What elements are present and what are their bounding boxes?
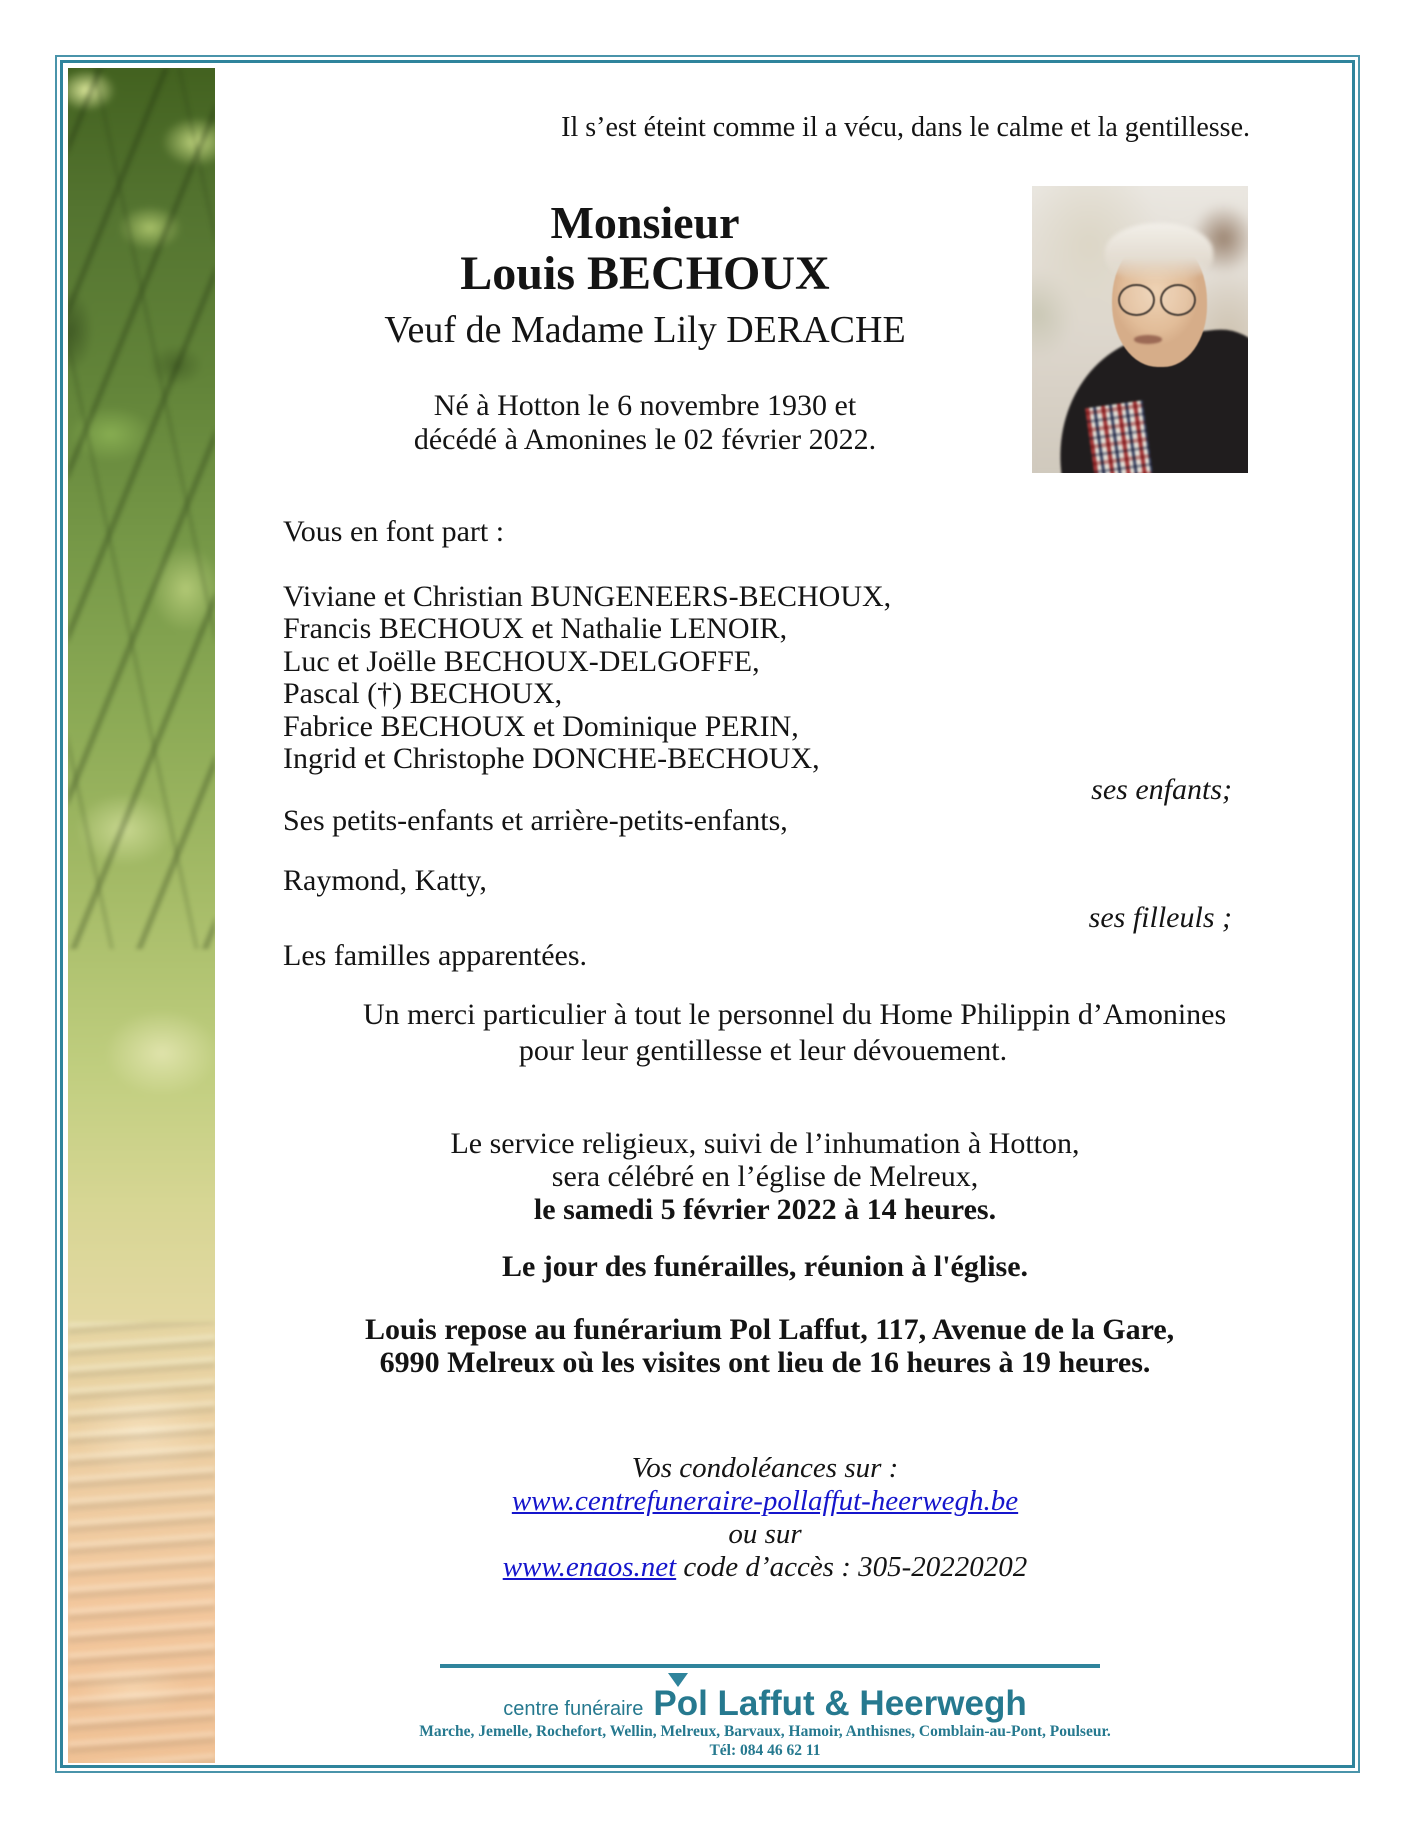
condolences-or-label: ou sur: [728, 1518, 802, 1550]
photo-mouth: [1134, 335, 1162, 344]
footer-locations: Marche, Jemelle, Rochefort, Wellin, Melreux, Barvaux, Hamoir, Anthisnes, Comblain-au-Pont, Poulseur.: [419, 1723, 1111, 1740]
photo-plaid-shirt: [1085, 400, 1153, 473]
condolences-block: [365, 1452, 1165, 1584]
enaos-website-link[interactable]: www.enaos.net: [502, 1551, 677, 1583]
brand-name: Pol Laffut & Heerwegh: [653, 1684, 1027, 1723]
funeral-home-website-link[interactable]: www.centrefuneraire-pollaffut-heerwegh.be: [511, 1485, 1019, 1517]
photo-glasses-right-lens: [1160, 284, 1197, 317]
funeral-meeting-line: Le jour des funérailles, réunion à l'église.: [501, 1250, 1029, 1283]
death-line: décédé à Amonines le 02 février 2022.: [413, 423, 877, 456]
list-item: Ingrid et Christophe DONCHE-BECHOUX,: [283, 742, 820, 776]
list-item: Francis BECHOUX et Nathalie LENOIR,: [283, 612, 788, 646]
sunlit-path-art: [68, 1322, 215, 1763]
list-item: Pascal (†) BECHOUX,: [283, 677, 563, 711]
announcement-label: Vous en font part :: [283, 515, 505, 548]
thanks-paragraph: [363, 997, 1227, 1069]
access-code: code d’accès : 305-20220202: [683, 1551, 1028, 1583]
funeral-home-logo: [365, 1684, 1165, 1724]
brand-prefix: centre funéraire: [503, 1698, 644, 1720]
footer-divider-rule: [440, 1664, 1100, 1668]
title-monsieur: Monsieur: [550, 197, 740, 248]
deceased-portrait-photo: [1032, 186, 1248, 473]
forest-branches-art: [68, 68, 215, 949]
footer-phone: Tél: 084 46 62 11: [709, 1742, 821, 1759]
repose-line-1: Louis repose au funérarium Pol Laffut, 117, Avenue de la Gare,: [365, 1313, 1175, 1346]
widower-line: Veuf de Madame Lily DERACHE: [384, 309, 906, 351]
condolences-intro: Vos condoléances sur :: [631, 1452, 899, 1484]
repose-line-2: 6990 Melreux où les visites ont lieu de 16 heures à 19 heures.: [379, 1346, 1151, 1379]
photo-glasses: [1118, 284, 1196, 313]
list-item: Viviane et Christian BUNGENEERS-BECHOUX,: [283, 580, 892, 613]
service-line-1: Le service religieux, suivi de l’inhumation à Hotton,: [450, 1127, 1080, 1160]
service-datetime: le samedi 5 février 2022 à 14 heures.: [533, 1193, 997, 1226]
godchildren-role-label: ses filleuls ;: [1088, 901, 1232, 934]
thanks-line-1: Un merci particulier à tout le personnel du Home Philippin d’Amonines: [363, 998, 1227, 1031]
children-list: [283, 581, 891, 775]
birth-line: Né à Hotton le 6 novembre 1930 et: [433, 389, 857, 422]
birth-death-dates: [245, 389, 1045, 457]
godchildren-names: Raymond, Katty,: [283, 864, 487, 897]
children-role-label: ses enfants;: [1091, 773, 1232, 806]
related-families-line: Les familles apparentées.: [283, 939, 588, 972]
list-item: Fabrice BECHOUX et Dominique PERIN,: [283, 709, 799, 743]
service-line-2: sera célébré en l’église de Melreux,: [551, 1160, 979, 1193]
thanks-line-2: pour leur gentillesse et leur dévouement.: [518, 1034, 1008, 1067]
deceased-name: Louis BECHOUX: [460, 247, 830, 300]
forest-path-image: [68, 68, 215, 1763]
epitaph-tagline: Il s’est éteint comme il a vécu, dans le calme et la gentillesse.: [561, 112, 1250, 143]
list-item: Luc et Joëlle BECHOUX-DELGOFFE,: [283, 644, 760, 678]
grandchildren-line: Ses petits-enfants et arrière-petits-enfants,: [283, 804, 788, 837]
photo-white-hair: [1105, 223, 1213, 280]
repose-paragraph: [365, 1313, 1175, 1379]
service-paragraph: [365, 1127, 1165, 1226]
photo-glasses-left-lens: [1118, 284, 1155, 317]
